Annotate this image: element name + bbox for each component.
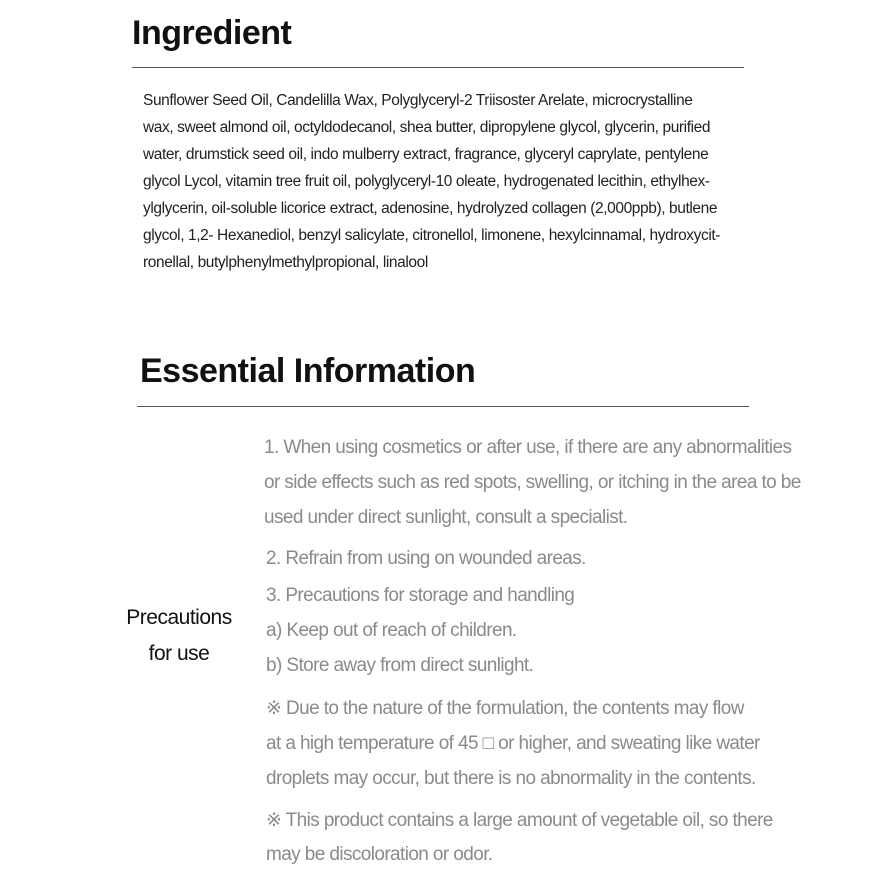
precaution-line: b) Store away from direct sunlight. <box>266 655 534 676</box>
precaution-line: ※ This product contains a large amount of vegetable oil, so there <box>266 810 773 831</box>
precaution-line: or side effects such as red spots, swelling, or itching in the area to be <box>264 472 801 493</box>
ingredient-heading: Ingredient <box>132 14 292 52</box>
ingredient-line: wax, sweet almond oil, octyldodecanol, shea butter, dipropylene glycol, glycerin, purified <box>143 119 711 136</box>
ingredient-line: ylglycerin, oil-soluble licorice extract, adenosine, hydrolyzed collagen (2,000ppb), butlene <box>143 200 718 217</box>
precautions-label <box>118 600 240 672</box>
ingredient-line: glycol, 1,2- Hexanediol, benzyl salicylate, citronellol, limonene, hexylcinnamal, hydroxycit- <box>143 227 721 244</box>
precautions-label-line: Precautions <box>126 606 232 629</box>
precaution-line: ※ Due to the nature of the formulation, the contents may flow <box>266 698 744 719</box>
precaution-line: a) Keep out of reach of children. <box>266 620 517 641</box>
precaution-line: at a high temperature of 45 □ or higher, and sweating like water <box>266 733 760 754</box>
ingredient-line: glycol Lycol, vitamin tree fruit oil, polyglyceryl-10 oleate, hydrogenated lecithin, ethylhex- <box>143 173 710 190</box>
ingredient-list <box>143 87 747 276</box>
precaution-line: used under direct sunlight, consult a specialist. <box>264 507 628 528</box>
ingredient-line: ronellal, butylphenylmethylpropional, linalool <box>143 254 428 271</box>
precaution-line: 2. Refrain from using on wounded areas. <box>266 548 586 569</box>
essential-divider <box>137 406 749 407</box>
ingredient-line: Sunflower Seed Oil, Candelilla Wax, Polyglyceryl-2 Triisoster Arelate, microcrystalline <box>143 92 693 109</box>
ingredient-divider <box>132 67 744 68</box>
precaution-line: 1. When using cosmetics or after use, if there are any abnormalities <box>264 437 792 458</box>
precaution-line: 3. Precautions for storage and handling <box>266 585 575 606</box>
precaution-line: droplets may occur, but there is no abnormality in the contents. <box>266 768 756 789</box>
essential-information-heading: Essential Information <box>140 352 476 390</box>
precaution-line: may be discoloration or odor. <box>266 844 493 865</box>
ingredient-line: water, drumstick seed oil, indo mulberry extract, fragrance, glyceryl caprylate, pentylene <box>143 146 709 163</box>
precautions-label-line: for use <box>148 642 210 665</box>
